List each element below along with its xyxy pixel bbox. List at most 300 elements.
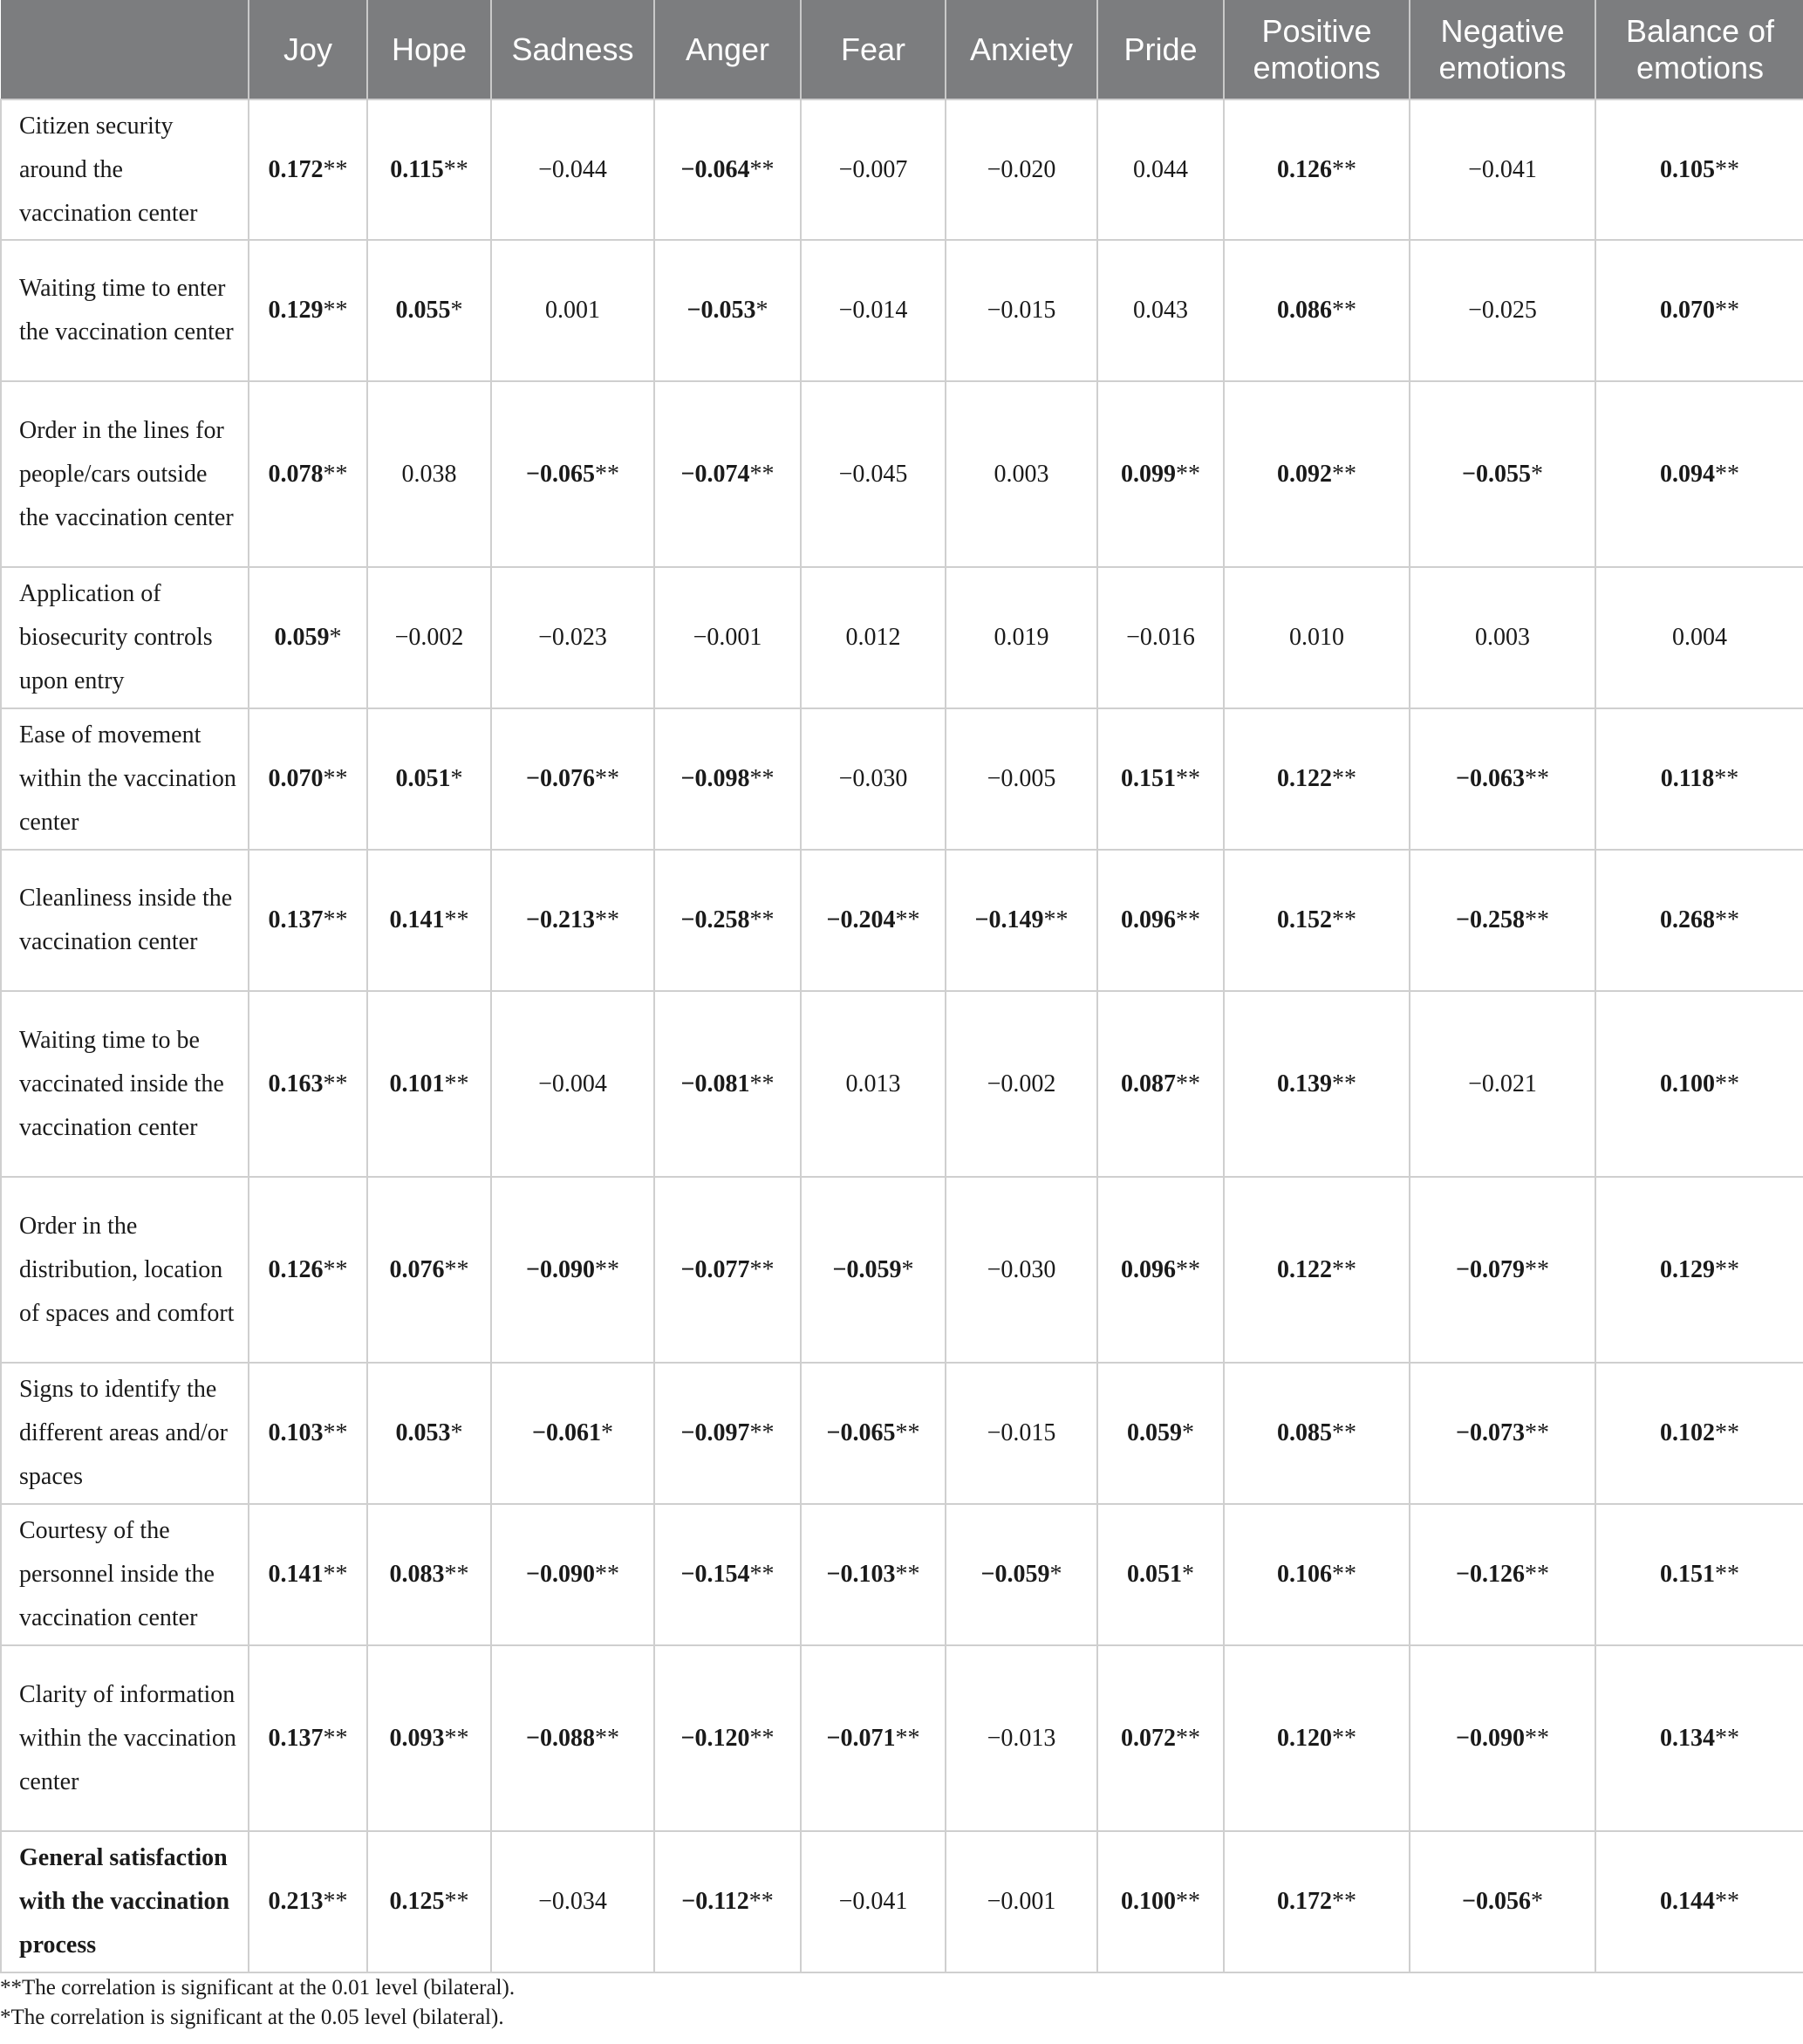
correlation-value: −0.258	[680, 906, 750, 933]
correlation-value: −0.007	[838, 155, 908, 183]
correlation-cell	[1410, 1363, 1595, 1504]
correlation-value: 0.137	[268, 906, 324, 933]
correlation-cell	[1224, 240, 1410, 381]
correlation-cell	[1097, 991, 1224, 1177]
correlation-value: −0.065	[526, 460, 595, 488]
correlation-value: 0.213	[268, 1888, 324, 1915]
correlation-cell	[367, 1645, 491, 1831]
correlation-cell	[1595, 99, 1803, 240]
table-row	[1, 1831, 1803, 1972]
correlation-cell	[1097, 1831, 1224, 1972]
significance-marker: **	[323, 1419, 348, 1446]
correlation-value: −0.016	[1126, 624, 1195, 651]
correlation-value: 0.043	[1133, 297, 1188, 324]
correlation-value: 0.151	[1660, 1561, 1715, 1588]
correlation-cell	[801, 99, 946, 240]
correlation-cell	[367, 381, 491, 567]
significance-marker: **	[444, 1888, 469, 1915]
table-row	[1, 99, 1803, 240]
correlation-value: 0.100	[1660, 1070, 1715, 1097]
correlation-cell	[801, 381, 946, 567]
correlation-value: −0.015	[987, 297, 1056, 324]
column-header-positive-emotions: Positive emotions	[1224, 0, 1410, 99]
significance-marker: **	[1715, 1888, 1739, 1915]
significance-marker: **	[1524, 1255, 1549, 1283]
correlation-value: −0.103	[826, 1561, 896, 1588]
correlation-cell	[946, 1645, 1097, 1831]
correlation-value: 0.038	[401, 460, 457, 488]
correlation-cell	[491, 1831, 654, 1972]
correlation-value: −0.041	[838, 1888, 908, 1915]
correlation-value: 0.102	[1660, 1419, 1715, 1446]
correlation-value: 0.087	[1121, 1070, 1176, 1097]
significance-marker: **	[323, 1561, 348, 1588]
correlation-cell	[1097, 1177, 1224, 1363]
correlation-value: 0.003	[994, 460, 1049, 488]
correlation-value: −0.073	[1456, 1419, 1525, 1446]
correlation-cell	[1224, 1831, 1410, 1972]
correlation-cell	[367, 99, 491, 240]
footnotes	[0, 1973, 1803, 2033]
correlation-cell	[946, 1177, 1097, 1363]
correlation-value: 0.141	[268, 1561, 324, 1588]
significance-marker: **	[323, 1070, 348, 1097]
correlation-value: 0.019	[994, 624, 1049, 651]
table-row	[1, 1504, 1803, 1645]
correlation-cell	[249, 381, 367, 567]
correlation-value: 0.051	[1127, 1561, 1182, 1588]
correlation-value: 0.137	[268, 1724, 324, 1752]
correlation-cell	[1595, 991, 1803, 1177]
correlation-value: 0.141	[389, 906, 445, 933]
correlation-cell	[1224, 381, 1410, 567]
correlation-value: 0.092	[1277, 460, 1332, 488]
significance-marker: **	[443, 155, 468, 183]
row-label: Order in the lines for people/cars outside the vaccination center	[1, 381, 249, 567]
correlation-cell	[946, 240, 1097, 381]
correlation-cell	[491, 99, 654, 240]
correlation-cell	[654, 567, 801, 708]
correlation-value: 0.076	[389, 1255, 445, 1283]
significance-marker: **	[594, 906, 619, 933]
correlation-value: −0.090	[526, 1561, 595, 1588]
footnote-001: **The correlation is significant at the 0.01 level (bilateral).	[0, 1976, 516, 2000]
correlation-value: 0.268	[1660, 906, 1715, 933]
correlation-cell	[491, 1363, 654, 1504]
correlation-value: −0.065	[826, 1419, 896, 1446]
significance-marker: **	[444, 1724, 469, 1752]
table-row	[1, 567, 1803, 708]
significance-marker: **	[594, 1724, 619, 1752]
correlation-cell	[1410, 1504, 1595, 1645]
correlation-value: 0.126	[268, 1255, 324, 1283]
correlation-value: 0.105	[1660, 155, 1715, 183]
row-label: Waiting time to be vaccinated inside the vaccination center	[1, 991, 249, 1177]
table-row	[1, 708, 1803, 850]
significance-marker: **	[1043, 906, 1069, 933]
column-header-hope: Hope	[367, 0, 491, 99]
correlation-cell	[1224, 1363, 1410, 1504]
correlation-cell	[1595, 240, 1803, 381]
significance-marker: *	[1182, 1561, 1194, 1588]
correlation-cell	[1097, 381, 1224, 567]
significance-marker: **	[1715, 1561, 1739, 1588]
correlation-value: −0.077	[680, 1255, 750, 1283]
correlation-cell	[249, 1645, 367, 1831]
correlation-value: −0.014	[838, 297, 908, 324]
significance-marker: *	[1049, 1561, 1062, 1588]
significance-marker: **	[444, 1070, 469, 1097]
significance-marker: **	[749, 906, 775, 933]
correlation-cell	[491, 567, 654, 708]
significance-marker: **	[594, 1561, 619, 1588]
correlation-cell	[1410, 1831, 1595, 1972]
correlation-cell	[801, 708, 946, 850]
correlation-value: 0.051	[395, 765, 451, 792]
correlation-cell	[1410, 240, 1595, 381]
correlation-cell	[946, 381, 1097, 567]
correlation-cell	[249, 708, 367, 850]
correlation-cell	[1097, 1645, 1224, 1831]
significance-marker: *	[450, 1419, 463, 1446]
significance-marker: **	[444, 906, 469, 933]
column-header-anxiety: Anxiety	[946, 0, 1097, 99]
correlation-value: −0.071	[826, 1724, 896, 1752]
significance-marker: **	[895, 1419, 920, 1446]
significance-marker: **	[1332, 460, 1356, 488]
correlation-cell	[367, 1363, 491, 1504]
significance-marker: **	[323, 906, 348, 933]
row-label: Application of biosecurity controls upon entry	[1, 567, 249, 708]
correlation-value: 0.085	[1277, 1419, 1332, 1446]
correlation-value: 0.003	[1475, 624, 1530, 651]
footnote-005: *The correlation is significant at the 0.05 level (bilateral).	[0, 2006, 504, 2029]
correlation-cell	[801, 991, 946, 1177]
correlation-cell	[367, 240, 491, 381]
correlation-value: −0.258	[1456, 906, 1525, 933]
column-header-sadness: Sadness	[491, 0, 654, 99]
correlation-value: −0.053	[686, 297, 756, 324]
significance-marker: **	[323, 297, 348, 324]
significance-marker: **	[1176, 1888, 1200, 1915]
significance-marker: **	[1332, 1070, 1356, 1097]
correlation-cell	[1595, 1831, 1803, 1972]
correlation-cell	[1224, 1177, 1410, 1363]
correlation-cell	[1410, 99, 1595, 240]
significance-marker: **	[1332, 297, 1356, 324]
correlation-cell	[654, 99, 801, 240]
correlation-value: 0.172	[268, 155, 324, 183]
correlation-value: −0.020	[987, 155, 1056, 183]
correlation-value: −0.074	[680, 460, 750, 488]
table-row	[1, 991, 1803, 1177]
correlation-value: 0.099	[1121, 460, 1176, 488]
correlation-cell	[249, 1504, 367, 1645]
correlation-value: −0.044	[538, 155, 607, 183]
correlation-cell	[1097, 850, 1224, 991]
column-header-anger: Anger	[654, 0, 801, 99]
correlation-value: 0.096	[1121, 1255, 1176, 1283]
significance-marker: **	[895, 1561, 920, 1588]
correlation-value: 0.010	[1289, 624, 1344, 651]
significance-marker: **	[1176, 1255, 1200, 1283]
correlation-cell	[946, 708, 1097, 850]
correlation-cell	[1097, 1504, 1224, 1645]
correlation-cell	[654, 240, 801, 381]
significance-marker: **	[749, 765, 775, 792]
correlation-cell	[1410, 1645, 1595, 1831]
correlation-cell	[249, 1831, 367, 1972]
correlation-cell	[249, 850, 367, 991]
significance-marker: **	[749, 1724, 775, 1752]
table-row	[1, 1363, 1803, 1504]
significance-marker: **	[594, 1255, 619, 1283]
correlation-cell	[946, 1504, 1097, 1645]
correlation-cell	[801, 850, 946, 991]
correlation-value: −0.063	[1456, 765, 1525, 792]
correlation-cell	[367, 567, 491, 708]
correlation-value: 0.144	[1660, 1888, 1715, 1915]
correlation-cell	[1097, 240, 1224, 381]
column-header-balance-of-emotions: Balance of emotions	[1595, 0, 1803, 99]
significance-marker: **	[323, 460, 348, 488]
significance-marker: **	[1176, 1070, 1200, 1097]
correlation-value: −0.056	[1462, 1888, 1531, 1915]
correlation-cell	[1595, 567, 1803, 708]
significance-marker: **	[594, 460, 619, 488]
correlation-value: −0.120	[680, 1724, 750, 1752]
correlation-value: −0.004	[538, 1070, 607, 1097]
correlation-value: −0.090	[526, 1255, 595, 1283]
row-label: Citizen security around the vaccination center	[1, 99, 249, 240]
table-header-row	[1, 0, 1803, 99]
header-cell-blank	[1, 0, 249, 99]
correlation-value: −0.034	[538, 1888, 607, 1915]
significance-marker: **	[323, 1724, 348, 1752]
correlation-value: 0.072	[1121, 1724, 1176, 1752]
correlation-value: 0.139	[1277, 1070, 1332, 1097]
correlation-cell	[1595, 708, 1803, 850]
significance-marker: **	[1332, 1724, 1356, 1752]
correlation-cell	[1224, 708, 1410, 850]
significance-marker: **	[1524, 765, 1549, 792]
significance-marker: **	[1332, 1561, 1356, 1588]
table-body	[1, 99, 1803, 1972]
correlation-cell	[654, 1831, 801, 1972]
significance-marker: **	[1524, 1561, 1549, 1588]
correlation-cell	[1224, 1645, 1410, 1831]
correlation-cell	[654, 1645, 801, 1831]
correlation-value: 0.129	[268, 297, 324, 324]
significance-marker: **	[749, 155, 775, 183]
correlation-value: −0.061	[532, 1419, 601, 1446]
correlation-cell	[1595, 1504, 1803, 1645]
correlation-cell	[801, 240, 946, 381]
correlation-value: −0.213	[526, 906, 595, 933]
correlation-cell	[1595, 1177, 1803, 1363]
correlation-value: 0.101	[389, 1070, 445, 1097]
correlation-cell	[1595, 850, 1803, 991]
correlation-cell	[367, 850, 491, 991]
correlation-cell	[946, 991, 1097, 1177]
correlation-cell	[249, 991, 367, 1177]
correlation-value: −0.002	[394, 624, 464, 651]
significance-marker: **	[594, 765, 619, 792]
correlation-cell	[946, 1831, 1097, 1972]
column-header-negative-emotions: Negative emotions	[1410, 0, 1595, 99]
significance-marker: **	[444, 1255, 469, 1283]
correlation-value: −0.015	[987, 1419, 1056, 1446]
row-label: Clarity of information within the vaccination center	[1, 1645, 249, 1831]
correlation-cell	[249, 99, 367, 240]
significance-marker: **	[323, 1255, 348, 1283]
table-row	[1, 381, 1803, 567]
correlation-cell	[1224, 99, 1410, 240]
significance-marker: **	[749, 1419, 775, 1446]
significance-marker: **	[323, 765, 348, 792]
correlation-cell	[946, 99, 1097, 240]
significance-marker: *	[755, 297, 768, 324]
table-row	[1, 1177, 1803, 1363]
correlation-value: −0.088	[526, 1724, 595, 1752]
significance-marker: **	[1176, 765, 1200, 792]
correlation-cell	[801, 1504, 946, 1645]
correlation-value: −0.076	[526, 765, 595, 792]
correlation-value: −0.025	[1468, 297, 1537, 324]
correlation-cell	[367, 1504, 491, 1645]
significance-marker: **	[1715, 297, 1739, 324]
correlation-value: 0.152	[1277, 906, 1332, 933]
correlation-cell	[654, 708, 801, 850]
significance-marker: **	[1715, 155, 1739, 183]
significance-marker: **	[1715, 1419, 1739, 1446]
correlation-cell	[1410, 381, 1595, 567]
correlation-cell	[491, 991, 654, 1177]
significance-marker: **	[1524, 1724, 1549, 1752]
significance-marker: **	[1332, 906, 1356, 933]
correlation-value: 0.044	[1133, 155, 1188, 183]
significance-marker: **	[1715, 1070, 1739, 1097]
correlation-cell	[249, 240, 367, 381]
correlation-value: 0.118	[1660, 765, 1715, 792]
significance-marker: *	[450, 765, 463, 792]
correlation-cell	[491, 1177, 654, 1363]
correlation-value: 0.103	[268, 1419, 324, 1446]
correlation-value: 0.083	[389, 1561, 445, 1588]
correlation-cell	[1410, 1177, 1595, 1363]
correlation-value: −0.126	[1456, 1561, 1525, 1588]
correlation-value: −0.090	[1456, 1724, 1525, 1752]
correlation-cell	[491, 240, 654, 381]
correlation-cell	[654, 1177, 801, 1363]
correlation-value: 0.078	[268, 460, 324, 488]
correlation-value: 0.115	[390, 155, 444, 183]
correlation-cell	[946, 1363, 1097, 1504]
correlation-cell	[1410, 850, 1595, 991]
significance-marker: **	[895, 1724, 920, 1752]
significance-marker: **	[1176, 1724, 1200, 1752]
significance-marker: **	[323, 1888, 348, 1915]
significance-marker: **	[1715, 1255, 1739, 1283]
correlation-cell	[1410, 567, 1595, 708]
correlation-value: −0.098	[680, 765, 750, 792]
correlation-value: 0.122	[1277, 1255, 1332, 1283]
significance-marker: **	[1176, 906, 1200, 933]
correlation-value: −0.021	[1468, 1070, 1537, 1097]
correlation-cell	[1224, 567, 1410, 708]
correlation-value: 0.013	[845, 1070, 901, 1097]
table-row	[1, 850, 1803, 991]
correlation-cell	[367, 991, 491, 1177]
correlation-cell	[1097, 99, 1224, 240]
row-label: Courtesy of the personnel inside the vaccination center	[1, 1504, 249, 1645]
correlation-value: −0.030	[838, 765, 908, 792]
correlation-value: −0.064	[680, 155, 750, 183]
row-label: Order in the distribution, location of spaces and comfort	[1, 1177, 249, 1363]
significance-marker: **	[1332, 1888, 1356, 1915]
correlation-value: −0.059	[832, 1255, 902, 1283]
significance-marker: **	[323, 155, 348, 183]
correlation-cell	[1224, 1504, 1410, 1645]
correlation-cell	[1224, 991, 1410, 1177]
correlation-cell	[249, 567, 367, 708]
column-header-fear: Fear	[801, 0, 946, 99]
correlation-cell	[1595, 381, 1803, 567]
correlation-cell	[1224, 850, 1410, 991]
correlation-cell	[801, 567, 946, 708]
correlation-cell	[1097, 567, 1224, 708]
correlation-value: −0.079	[1456, 1255, 1525, 1283]
significance-marker: **	[444, 1561, 469, 1588]
correlation-value: 0.086	[1277, 297, 1332, 324]
correlation-cell	[491, 850, 654, 991]
correlation-value: 0.070	[268, 765, 324, 792]
significance-marker: **	[749, 1255, 775, 1283]
significance-marker: **	[1332, 155, 1356, 183]
significance-marker: **	[749, 1561, 775, 1588]
significance-marker: **	[1332, 1255, 1356, 1283]
significance-marker: *	[1530, 460, 1543, 488]
correlation-value: 0.120	[1277, 1724, 1332, 1752]
correlation-cell	[367, 1831, 491, 1972]
correlation-value: 0.106	[1277, 1561, 1332, 1588]
correlation-cell	[491, 1645, 654, 1831]
correlation-cell	[654, 1504, 801, 1645]
correlation-cell	[491, 1504, 654, 1645]
correlation-cell	[654, 1363, 801, 1504]
correlation-value: −0.030	[987, 1255, 1056, 1283]
correlation-cell	[946, 850, 1097, 991]
correlation-value: 0.004	[1672, 624, 1727, 651]
correlation-cell	[654, 991, 801, 1177]
significance-marker: **	[1332, 765, 1356, 792]
row-label: Waiting time to enter the vaccination center	[1, 240, 249, 381]
correlation-value: −0.055	[1462, 460, 1531, 488]
row-label: Ease of movement within the vaccination center	[1, 708, 249, 850]
correlation-cell	[491, 708, 654, 850]
significance-marker: **	[1332, 1419, 1356, 1446]
significance-marker: *	[329, 624, 342, 651]
correlation-value: −0.059	[980, 1561, 1050, 1588]
correlation-value: −0.112	[681, 1888, 749, 1915]
correlation-cell	[491, 381, 654, 567]
significance-marker: *	[600, 1419, 613, 1446]
correlation-value: 0.059	[1127, 1419, 1182, 1446]
correlation-value: −0.045	[838, 460, 908, 488]
correlation-cell	[801, 1831, 946, 1972]
correlation-cell	[1595, 1363, 1803, 1504]
correlation-cell	[946, 567, 1097, 708]
